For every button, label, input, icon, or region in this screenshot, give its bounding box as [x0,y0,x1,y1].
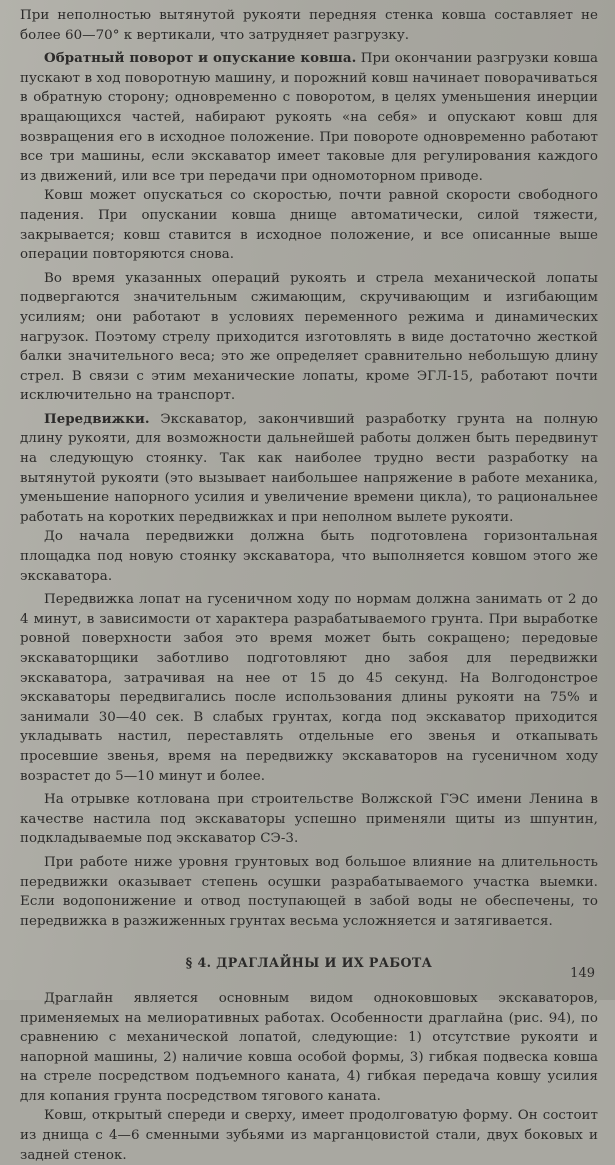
paragraph-text: До начала передвижки должна быть подготовлена горизонтальная площадка под новую стоянку экскаватора, что выполняется ковшом этого же экскаватора. [20,529,598,584]
paragraph-6 [20,527,598,586]
paragraph-4 [20,269,598,406]
paragraph-text: На отрывке котлована при строительстве Волжской ГЭС имени Ленина в качестве настила под экскаваторы успешно применяли щиты из шпунтин, подкладываемые под экскаватор СЭ-3. [20,792,598,847]
paragraph-8 [20,790,598,849]
paragraph-text: При работе ниже уровня грунтовых вод большое влияние на длительность передвижки оказывает степень осушки разрабатываемого участка выемки. Если водопонижение и отвод поступающей в забой воды не обеспечены, то передвижка в разжиженных грунтах весьма усложняется и затягивается. [20,854,598,929]
section-heading: § 4. ДРАГЛАЙНЫ И ИХ РАБОТА [185,955,433,971]
paragraph-text: Ковш может опускаться со скоростью, почти равной скорости свободного падения. При опускании ковша днище автоматически, силой тяжести, закрывается; ковш ставится в исходное положение, и все описанные выше операции повторяются снова. [20,188,598,263]
paragraph-1 [20,6,598,45]
paragraph-11 [20,1106,598,1165]
paragraph-text: При неполностью вытянутой рукояти передняя стенка ковша составляет не более 60—70° к вертикали, что затрудняет разгрузку. [20,8,598,43]
page-body [20,6,598,1165]
paragraph-9 [20,853,598,931]
run-in-heading-reverse-rotation: Обратный поворот и опускание ковша. [44,50,357,67]
page-number: 149 [570,966,595,981]
paragraph-text: Передвижка лопат на гусеничном ходу по нормам должна занимать от 2 до 4 минут, в зависимости от характера разрабатываемого грунта. При выработке ровной поверхности забоя это время может быть сокращено; передовые экскаваторщики заботливо подготовляют дно забоя для передвижки экскаватора, затрачивая на нее от 15 до 45 секунд. На Волгодонстрое экскаваторы передвигались после использования длины рукояти на 75% и занимали 30—40 сек. В слабых грунтах, когда под экскаватор приходится укладывать настил, переставлять отдельные его звенья и откапывать просевшие звенья, время на передвижку экскаваторов на гусеничном ходу возрастет до 5—10 минут и более. [20,592,598,784]
paragraph-10 [20,989,598,1107]
paragraph-text: Ковш, открытый спереди и сверху, имеет продолговатую форму. Он состоит из днища с 4—6 сменными зубьями из марганцовистой стали, двух боковых и задней стенок. [20,1108,598,1163]
run-in-heading-relocations: Передвижки. [44,410,150,427]
paragraph-text: Во время указанных операций рукоять и стрела механической лопаты подвергаются значительным сжимающим, скручивающим и изгибающим усилиям; они работают в условиях переменного режима и динамических нагрузок. Поэтому стрелу приходится изготовлять в виде достаточно жесткой балки значительного веса; это же определяет сравнительно небольшую длину стрел. В связи с этим механические лопаты, кроме ЭГЛ-15, работают почти исключительно на транспорт. [20,270,598,404]
paragraph-7 [20,590,598,786]
paragraph-text: Экскаватор, закончивший разработку грунта на полную длину рукояти, для возможности дальнейшей работы должен быть передвинут на следующую стоянку. Так как наиболее трудно вести разработку на вытянутой рукояти (это вызывает наибольшее напряжение в работе механика, уменьшение напорного усилия и увеличение времени цикла), то рациональнее работать на коротких передвижках и при неполном вылете рукояти. [20,411,598,525]
paragraph-text: При окончании разгрузки ковша пускают в ход поворотную машину, и порожний ковш начинает поворачиваться в обратную сторону; одновременно с поворотом, в целях уменьшения инерции вращающихся частей, набирают рукоять «на себя» и опускают ковш для возвращения его в исходное положение. При повороте одновременно работают все три машины, если экскаватор имеет таковые для регулирования каждого из движений, или все три передачи при одномоторном приводе. [20,51,598,184]
paragraph-3 [20,186,598,264]
paragraph-text: Драглайн является основным видом одноковшовых экскаваторов, применяемых на мелиоративных работах. Особенности драглайна (рис. 94), по сравнению с механической лопатой, следующие: 1) отсутствие рукояти и напорной машины, 2) наличие ковша особой формы, 3) гибкая подвеска ковша на стреле посредством подъемного каната, 4) гибкая передача ковшу усилия для копания грунта посредством тягового каната. [20,990,598,1104]
paragraph-relocations [20,410,598,528]
paragraph-reverse-rotation [20,49,598,186]
